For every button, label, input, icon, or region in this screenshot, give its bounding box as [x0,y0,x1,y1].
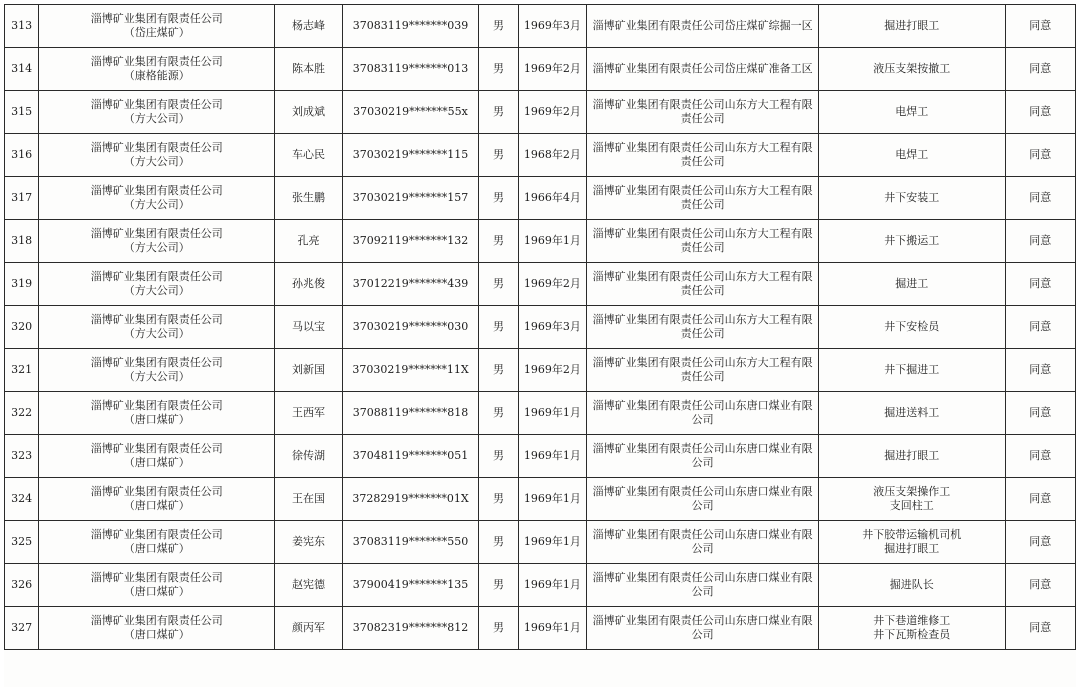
birth-date-cell: 1968年2月 [518,134,586,177]
work-unit-cell [587,521,819,564]
company-cell [39,478,275,521]
job-type-cell [819,220,1005,263]
sex-cell: 男 [479,564,518,607]
id-number-cell: 37900419*******135 [342,564,479,607]
name-cell: 陈本胜 [275,48,342,91]
approval-cell: 同意 [1005,263,1075,306]
row-number-cell: 318 [5,220,39,263]
table-row [5,48,1076,91]
work-unit-text: 淄博矿业集团有限责任公司山东唐口煤业有限公司 [592,571,813,598]
company-cell-line: 淄博矿业集团有限责任公司 [90,270,223,283]
work-unit-text: 淄博矿业集团有限责任公司山东方大工程有限责任公司 [592,356,813,383]
job-type-cell-line: 掘进打眼工 [884,449,940,462]
approval-cell: 同意 [1005,564,1075,607]
work-unit-cell [587,564,819,607]
job-type-cell [819,306,1005,349]
sex-cell: 男 [479,91,518,134]
name-cell: 杨志峰 [275,5,342,48]
table-body [5,5,1076,650]
row-number-cell: 315 [5,91,39,134]
sex-cell: 男 [479,349,518,392]
work-unit-cell [587,478,819,521]
id-number-cell: 37083119*******013 [342,48,479,91]
company-cell [39,5,275,48]
work-unit-cell [587,5,819,48]
approval-cell: 同意 [1005,177,1075,220]
company-cell-line: 淄博矿业集团有限责任公司 [90,184,223,197]
job-type-cell [819,177,1005,220]
company-cell [39,564,275,607]
id-number-cell: 37083119*******550 [342,521,479,564]
id-number-cell: 37088119*******818 [342,392,479,435]
work-unit-text: 淄博矿业集团有限责任公司岱庄煤矿综掘一区 [592,19,813,32]
company-cell-line: （唐口煤矿） [123,499,190,512]
company-cell-line: （唐口煤矿） [123,585,190,598]
company-cell-line: （方大公司） [123,112,190,125]
job-type-cell-line: 掘进工 [895,277,929,290]
company-cell [39,392,275,435]
work-unit-text: 淄博矿业集团有限责任公司山东方大工程有限责任公司 [592,98,813,125]
birth-date-cell: 1966年4月 [518,177,586,220]
company-cell-line: （唐口煤矿） [123,542,190,555]
name-cell: 姜宪东 [275,521,342,564]
row-number-cell: 313 [5,5,39,48]
work-unit-cell [587,392,819,435]
table-row [5,5,1076,48]
table-row [5,435,1076,478]
company-cell-line: （唐口煤矿） [123,413,190,426]
row-number-cell: 322 [5,392,39,435]
company-cell-line: 淄博矿业集团有限责任公司 [90,442,223,455]
name-cell: 颜丙军 [275,607,342,650]
approval-cell: 同意 [1005,435,1075,478]
company-cell-line: 淄博矿业集团有限责任公司 [90,399,223,412]
company-cell-line: 淄博矿业集团有限责任公司 [90,528,223,541]
job-type-cell [819,91,1005,134]
sex-cell: 男 [479,521,518,564]
job-type-cell-line: 支回柱工 [889,499,934,512]
id-number-cell: 37083119*******039 [342,5,479,48]
name-cell: 孔亮 [275,220,342,263]
company-cell [39,521,275,564]
name-cell: 刘新国 [275,349,342,392]
birth-date-cell: 1969年1月 [518,521,586,564]
work-unit-cell [587,435,819,478]
job-type-cell-line: 井下安装工 [884,191,940,204]
job-type-cell [819,478,1005,521]
company-cell-line: （方大公司） [123,241,190,254]
job-type-cell-line: 液压支架操作工 [873,485,951,498]
id-number-cell: 37030219*******030 [342,306,479,349]
table-row [5,607,1076,650]
company-cell [39,134,275,177]
row-number-cell: 326 [5,564,39,607]
job-type-cell [819,263,1005,306]
company-cell-line: （康格能源） [123,69,190,82]
work-unit-text: 淄博矿业集团有限责任公司山东唐口煤业有限公司 [592,442,813,469]
company-cell-line: 淄博矿业集团有限责任公司 [90,356,223,369]
table-row [5,134,1076,177]
approval-cell: 同意 [1005,134,1075,177]
sex-cell: 男 [479,134,518,177]
approval-cell: 同意 [1005,5,1075,48]
company-cell [39,48,275,91]
table-row [5,564,1076,607]
job-type-cell [819,435,1005,478]
work-unit-text: 淄博矿业集团有限责任公司山东方大工程有限责任公司 [592,227,813,254]
table-row [5,306,1076,349]
table-row [5,478,1076,521]
row-number-cell: 314 [5,48,39,91]
company-cell-line: （方大公司） [123,155,190,168]
work-unit-text: 淄博矿业集团有限责任公司山东唐口煤业有限公司 [592,485,813,512]
company-cell-line: 淄博矿业集团有限责任公司 [90,571,223,584]
name-cell: 刘成斌 [275,91,342,134]
name-cell: 徐传湖 [275,435,342,478]
work-unit-text: 淄博矿业集团有限责任公司山东方大工程有限责任公司 [592,141,813,168]
birth-date-cell: 1969年1月 [518,435,586,478]
work-unit-cell [587,306,819,349]
job-type-cell [819,134,1005,177]
table-row [5,263,1076,306]
birth-date-cell: 1969年2月 [518,349,586,392]
job-type-cell-line: 井下掘进工 [884,363,940,376]
birth-date-cell: 1969年2月 [518,91,586,134]
company-cell [39,435,275,478]
company-cell-line: （唐口煤矿） [123,628,190,641]
sex-cell: 男 [479,220,518,263]
name-cell: 王西军 [275,392,342,435]
sex-cell: 男 [479,306,518,349]
id-number-cell: 37092119*******132 [342,220,479,263]
company-cell-line: （方大公司） [123,370,190,383]
name-cell: 王在国 [275,478,342,521]
birth-date-cell: 1969年1月 [518,607,586,650]
work-unit-text: 淄博矿业集团有限责任公司岱庄煤矿准备工区 [592,62,813,75]
personnel-table [4,4,1076,650]
name-cell: 赵宪德 [275,564,342,607]
work-unit-cell [587,263,819,306]
work-unit-cell [587,91,819,134]
company-cell-line: 淄博矿业集团有限责任公司 [90,313,223,326]
company-cell-line: 淄博矿业集团有限责任公司 [90,98,223,111]
id-number-cell: 37282919*******01X [342,478,479,521]
job-type-cell-line: 液压支架按撤工 [873,62,951,75]
work-unit-text: 淄博矿业集团有限责任公司山东唐口煤业有限公司 [592,614,813,641]
birth-date-cell: 1969年3月 [518,5,586,48]
approval-cell: 同意 [1005,91,1075,134]
row-number-cell: 321 [5,349,39,392]
company-cell-line: 淄博矿业集团有限责任公司 [90,614,223,627]
company-cell-line: （方大公司） [123,284,190,297]
table-row [5,91,1076,134]
id-number-cell: 37048119*******051 [342,435,479,478]
row-number-cell: 317 [5,177,39,220]
company-cell [39,306,275,349]
approval-cell: 同意 [1005,349,1075,392]
company-cell [39,263,275,306]
name-cell: 马以宝 [275,306,342,349]
work-unit-cell [587,134,819,177]
work-unit-text: 淄博矿业集团有限责任公司山东方大工程有限责任公司 [592,184,813,211]
work-unit-cell [587,607,819,650]
id-number-cell: 37030219*******11X [342,349,479,392]
id-number-cell: 37030219*******115 [342,134,479,177]
company-cell-line: （方大公司） [123,198,190,211]
job-type-cell [819,392,1005,435]
birth-date-cell: 1969年3月 [518,306,586,349]
work-unit-cell [587,349,819,392]
sex-cell: 男 [479,5,518,48]
approval-cell: 同意 [1005,521,1075,564]
id-number-cell: 37082319*******812 [342,607,479,650]
company-cell-line: 淄博矿业集团有限责任公司 [90,227,223,240]
job-type-cell-line: 井下安检员 [884,320,940,333]
row-number-cell: 320 [5,306,39,349]
id-number-cell: 37012219*******439 [342,263,479,306]
company-cell [39,349,275,392]
id-number-cell: 37030219*******55x [342,91,479,134]
approval-cell: 同意 [1005,478,1075,521]
sex-cell: 男 [479,607,518,650]
job-type-cell [819,48,1005,91]
company-cell-line: （岱庄煤矿） [123,26,190,39]
name-cell: 车心民 [275,134,342,177]
approval-cell: 同意 [1005,220,1075,263]
job-type-cell-line: 井下胶带运输机司机 [862,528,962,541]
sex-cell: 男 [479,177,518,220]
company-cell [39,220,275,263]
work-unit-text: 淄博矿业集团有限责任公司山东方大工程有限责任公司 [592,313,813,340]
approval-cell: 同意 [1005,306,1075,349]
company-cell [39,91,275,134]
company-cell-line: 淄博矿业集团有限责任公司 [90,485,223,498]
sex-cell: 男 [479,263,518,306]
approval-cell: 同意 [1005,48,1075,91]
company-cell [39,177,275,220]
work-unit-cell [587,177,819,220]
approval-cell: 同意 [1005,607,1075,650]
job-type-cell-line: 掘进送料工 [884,406,940,419]
work-unit-cell [587,220,819,263]
sex-cell: 男 [479,392,518,435]
row-number-cell: 325 [5,521,39,564]
birth-date-cell: 1969年2月 [518,263,586,306]
document-page [4,4,1076,687]
table-row [5,521,1076,564]
job-type-cell-line: 掘进打眼工 [884,542,940,555]
work-unit-text: 淄博矿业集团有限责任公司山东方大工程有限责任公司 [592,270,813,297]
row-number-cell: 319 [5,263,39,306]
job-type-cell-line: 井下瓦斯检查员 [873,628,951,641]
birth-date-cell: 1969年1月 [518,220,586,263]
row-number-cell: 323 [5,435,39,478]
company-cell-line: （唐口煤矿） [123,456,190,469]
name-cell: 孙兆俊 [275,263,342,306]
company-cell-line: 淄博矿业集团有限责任公司 [90,55,223,68]
job-type-cell-line: 掘进队长 [889,578,934,591]
company-cell-line: 淄博矿业集团有限责任公司 [90,12,223,25]
company-cell-line: （方大公司） [123,327,190,340]
job-type-cell [819,607,1005,650]
job-type-cell-line: 电焊工 [895,148,929,161]
job-type-cell-line: 掘进打眼工 [884,19,940,32]
job-type-cell-line: 电焊工 [895,105,929,118]
sex-cell: 男 [479,48,518,91]
birth-date-cell: 1969年1月 [518,564,586,607]
table-row [5,220,1076,263]
birth-date-cell: 1969年1月 [518,478,586,521]
work-unit-text: 淄博矿业集团有限责任公司山东唐口煤业有限公司 [592,528,813,555]
row-number-cell: 327 [5,607,39,650]
table-row [5,392,1076,435]
birth-date-cell: 1969年2月 [518,48,586,91]
work-unit-text: 淄博矿业集团有限责任公司山东唐口煤业有限公司 [592,399,813,426]
id-number-cell: 37030219*******157 [342,177,479,220]
approval-cell: 同意 [1005,392,1075,435]
table-row [5,349,1076,392]
sex-cell: 男 [479,435,518,478]
job-type-cell [819,564,1005,607]
sex-cell: 男 [479,478,518,521]
job-type-cell-line: 井下搬运工 [884,234,940,247]
row-number-cell: 316 [5,134,39,177]
job-type-cell [819,349,1005,392]
job-type-cell [819,5,1005,48]
job-type-cell-line: 井下巷道维修工 [873,614,951,627]
name-cell: 张生鹏 [275,177,342,220]
birth-date-cell: 1969年1月 [518,392,586,435]
table-row [5,177,1076,220]
company-cell-line: 淄博矿业集团有限责任公司 [90,141,223,154]
job-type-cell [819,521,1005,564]
work-unit-cell [587,48,819,91]
row-number-cell: 324 [5,478,39,521]
company-cell [39,607,275,650]
